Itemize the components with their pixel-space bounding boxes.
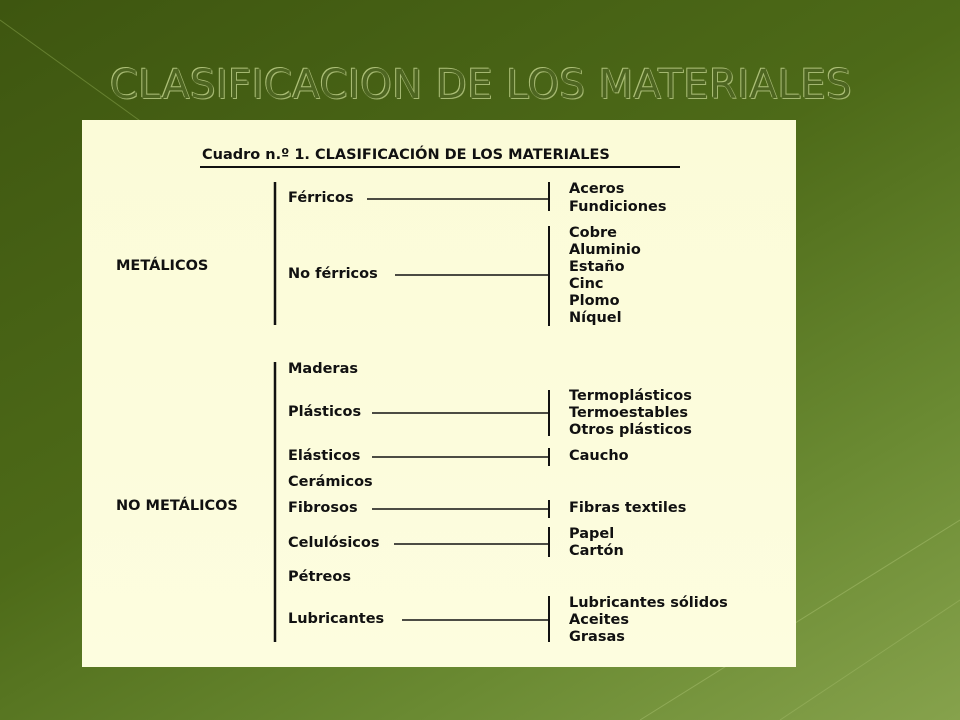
subgroup-ferricos: Férricos	[288, 190, 354, 206]
slide-title: CLASIFICACION DE LOS MATERIALES	[110, 62, 853, 108]
subgroup-maderas: Maderas	[288, 361, 358, 377]
item-termoplasticos: Termoplásticos	[569, 388, 692, 404]
subgroup-fibrosos: Fibrosos	[288, 500, 358, 516]
item-cinc: Cinc	[569, 276, 604, 292]
subgroup-lubricantes: Lubricantes	[288, 611, 385, 627]
item-estano: Estaño	[569, 259, 625, 275]
item-fundiciones: Fundiciones	[569, 199, 667, 215]
diagram-caption: Cuadro n.º 1. CLASIFICACIÓN DE LOS MATERIALES	[202, 147, 610, 163]
item-otros-plasticos: Otros plásticos	[569, 422, 692, 438]
item-grasas: Grasas	[569, 629, 625, 645]
group-label-metalicos: METÁLICOS	[116, 258, 209, 274]
item-niquel: Níquel	[569, 310, 622, 326]
item-aluminio: Aluminio	[569, 242, 641, 258]
subgroup-elasticos: Elásticos	[288, 448, 361, 464]
subgroup-no-ferricos: No férricos	[288, 266, 378, 282]
subgroup-ceramicos: Cerámicos	[288, 474, 373, 490]
item-carton: Cartón	[569, 543, 624, 559]
item-fibras-textiles: Fibras textiles	[569, 500, 687, 516]
item-papel: Papel	[569, 526, 615, 542]
subgroup-celulosicos: Celulósicos	[288, 535, 380, 551]
subgroup-petreos: Pétreos	[288, 569, 351, 585]
item-cobre: Cobre	[569, 225, 617, 241]
item-caucho: Caucho	[569, 448, 629, 464]
group-label-no-metalicos: NO METÁLICOS	[116, 498, 238, 514]
subgroup-plasticos: Plásticos	[288, 404, 362, 420]
item-aceros: Aceros	[569, 181, 625, 197]
item-plomo: Plomo	[569, 293, 620, 309]
item-termoestables: Termoestables	[569, 405, 689, 421]
classification-table	[82, 120, 796, 667]
item-aceites: Aceites	[569, 612, 630, 628]
item-lubricantes-solidos: Lubricantes sólidos	[569, 595, 728, 611]
